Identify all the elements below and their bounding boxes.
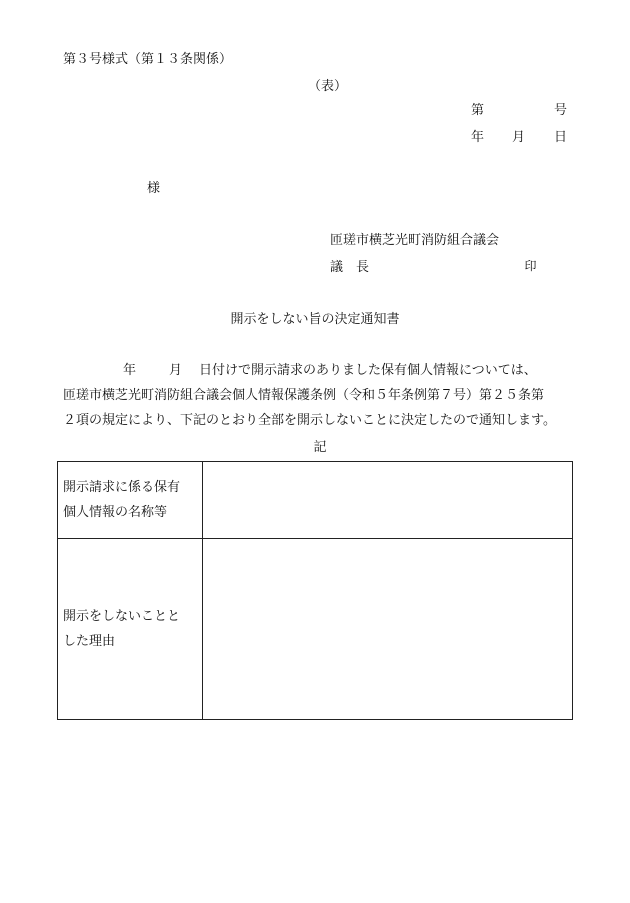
form-number: 第３号様式（第１３条関係） — [63, 52, 233, 67]
addressee-honorific: 様 — [147, 181, 161, 196]
table-label-cell — [58, 539, 203, 720]
date-day-label: 日 — [554, 130, 568, 145]
table-value-cell — [203, 539, 573, 720]
label-line: 開示をしないことと — [63, 609, 181, 624]
doc-number-suffix: 号 — [554, 103, 568, 118]
table-row — [58, 462, 573, 539]
label-line: 個人情報の名称等 — [63, 505, 168, 520]
ki-label: 記 — [313, 440, 327, 455]
body-line-3: ２項の規定により、下記のとおり全部を開示しないことに決定したので通知します。 — [63, 413, 556, 428]
issuer-organization: 匝瑳市横芝光町消防組合議会 — [330, 233, 500, 248]
date-month-label: 月 — [512, 130, 526, 145]
date-year-label: 年 — [471, 130, 485, 145]
table-row — [58, 539, 573, 720]
issuer-title: 議長 — [330, 260, 383, 275]
label-line: 開示請求に係る保有 — [63, 480, 181, 495]
side-label: （表） — [308, 79, 348, 94]
body-line-1-text: 日付けで開示請求のありました保有個人情報については、 — [199, 363, 537, 378]
label-line: した理由 — [63, 634, 116, 649]
table-value-cell — [203, 462, 573, 539]
body-line-2: 匝瑳市横芝光町消防組合議会個人情報保護条例（令和５年条例第７号）第２５条第 — [63, 388, 545, 403]
record-table — [57, 461, 573, 720]
body-month-label: 月 — [169, 363, 183, 378]
body-year-label: 年 — [123, 363, 137, 378]
document-title: 開示をしない旨の決定通知書 — [230, 312, 400, 327]
table-label-cell — [58, 462, 203, 539]
seal-mark: 印 — [524, 259, 537, 273]
doc-number-prefix: 第 — [471, 103, 485, 118]
body-line-1 — [63, 363, 537, 379]
